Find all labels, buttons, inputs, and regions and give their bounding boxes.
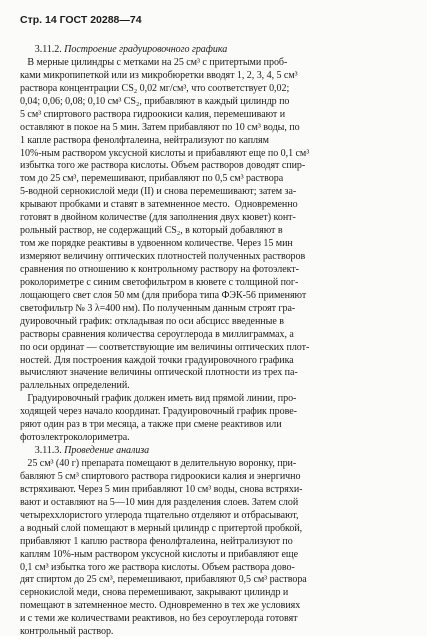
text-line: готовят в двойном количестве (для заполнения двух кювет) конт- (20, 212, 296, 224)
text-line: контрольный раствор. (20, 626, 114, 638)
text-line: 0,04; 0,06; 0,08; 0,10 см³ CS₂, прибавляют в каждый цилиндр по (20, 95, 290, 107)
text-line: 3.11.3. Проведение анализа (20, 445, 150, 457)
text-line: раллельных определений. (20, 380, 130, 392)
text-line: бавляют 5 см³ спиртового раствора гидроокиси калия и энергично (20, 470, 301, 482)
text-line: ряют один раз в три месяца, а также при смене реактивов или (20, 419, 282, 431)
text-line: 25 см³ (40 г) препарата помещают в делительную воронку, при- (20, 458, 297, 469)
text-line: измеряют величину оптических плотностей полученных растворов (20, 251, 306, 262)
text-line: рольный раствор, не содержащий CS₂, в который добавляют в (20, 225, 283, 237)
text-line: растворы сравнения количества сероуглерода в миллиграммах, а (20, 328, 294, 340)
text-line: роколориметре с синим светофильтром в кювете с толщиной пог- (20, 276, 299, 288)
text-line: сернокислой меди, снова перемешивают, закрывают цилиндр и (20, 587, 289, 599)
text-line: фотоэлектроколориметра. (20, 432, 130, 444)
document-body (20, 44, 407, 639)
text-line: светофильтр № 3 λ=400 нм). По полученным данным строят гра- (20, 302, 296, 314)
text-line: каплям 10%-ным раствором уксусной кислоты и прибавляют еще (20, 548, 298, 560)
text-line: ками микропипеткой или из микробюретки вводят 1, 2, 3, 4, 5 см³ (20, 69, 298, 81)
text-line: крывают пробками и ставят в затемненное место. Одновременно (20, 199, 298, 211)
text-line: 1 капле раствора фенолфталеина, нейтрализуют по каплям (20, 134, 269, 146)
text-line: четыреххлористого углерода тщательно отделяют и отбрасывают, (20, 509, 299, 521)
text-line: по оси ординат — соответствующие им величины оптических плот- (20, 341, 310, 353)
text-line: оставляют в покое на 5 мин. Затем прибавляют по 10 см³ воды, по (20, 121, 300, 133)
text-line: прибавляют 1 каплю раствора фенолфталеина, нейтрализуют по (20, 535, 293, 547)
text-line: и с теми же количествами реактивов, но без сероуглерода готовят (20, 613, 298, 625)
text-line: Градуировочный график должен иметь вид прямой линии, про- (20, 393, 297, 405)
text-line: вычисляют значение величины оптической плотности из трех па- (20, 367, 298, 379)
text-line: встряхивают. Через 5 мин прибавляют 10 см³ воды, снова встряхи- (20, 483, 303, 495)
text-line: том до 25 см³, перемешивают, прибавляют по 0,5 см³ раствора (20, 173, 284, 185)
text-line: 5-водной сернокислой меди (II) и снова перемешивают; затем за- (20, 186, 297, 198)
text-line: 5 см³ спиртового раствора гидроокиси калия, перемешивают и (20, 108, 286, 120)
page-header: Стр. 14 ГОСТ 20288—74 (20, 14, 142, 26)
text-line: а водный слой помещают в мерный цилиндр с притертой пробкой, (20, 522, 303, 534)
text-line: избытка того же раствора кислоты. Объем растворов доводят спир- (20, 160, 306, 172)
text-line: вают и оставляют на 5—10 мин для разделения слоев. Затем слой (20, 496, 299, 508)
text-line: том же порядке реактивы в удвоенном количестве. Через 15 мин (20, 238, 293, 250)
text-line: 0,1 см³ избытка того же раствора кислоты. Объем раствора дово- (20, 561, 295, 573)
text-line: 3.11.2. Построение градуировочного графика (20, 44, 228, 55)
text-line: 10%-ным раствором уксусной кислоты и прибавляют еще по 0,1 см³ (20, 147, 310, 159)
text-line: дуировочный график: откладывая по оси абсцисс введенные в (20, 315, 284, 327)
text-line: лощающего свет слоя 50 мм (для прибора типа ФЭК-56 применяют (20, 289, 307, 301)
text-line: ностей. Для построения каждой точки градуировочного графика (20, 354, 294, 366)
text-line: раствора концентрации CS₂ 0,02 мг/см³, что соответствует 0,02; (20, 82, 290, 94)
text-line: ходящей через начало координат. Градуировочный график прове- (20, 406, 297, 418)
text-line: В мерные цилиндры с метками на 25 см³ с притертыми проб- (20, 56, 288, 68)
text-line: сравнения по отношению к контрольному раствору на фотоэлект- (20, 263, 299, 275)
text-line: помещают в затемненное место. Одновременно в тех же условиях (20, 600, 301, 612)
text-line: дят спиртом до 25 см³, перемешивают, прибавляют 0,5 см³ раствора (20, 574, 307, 586)
